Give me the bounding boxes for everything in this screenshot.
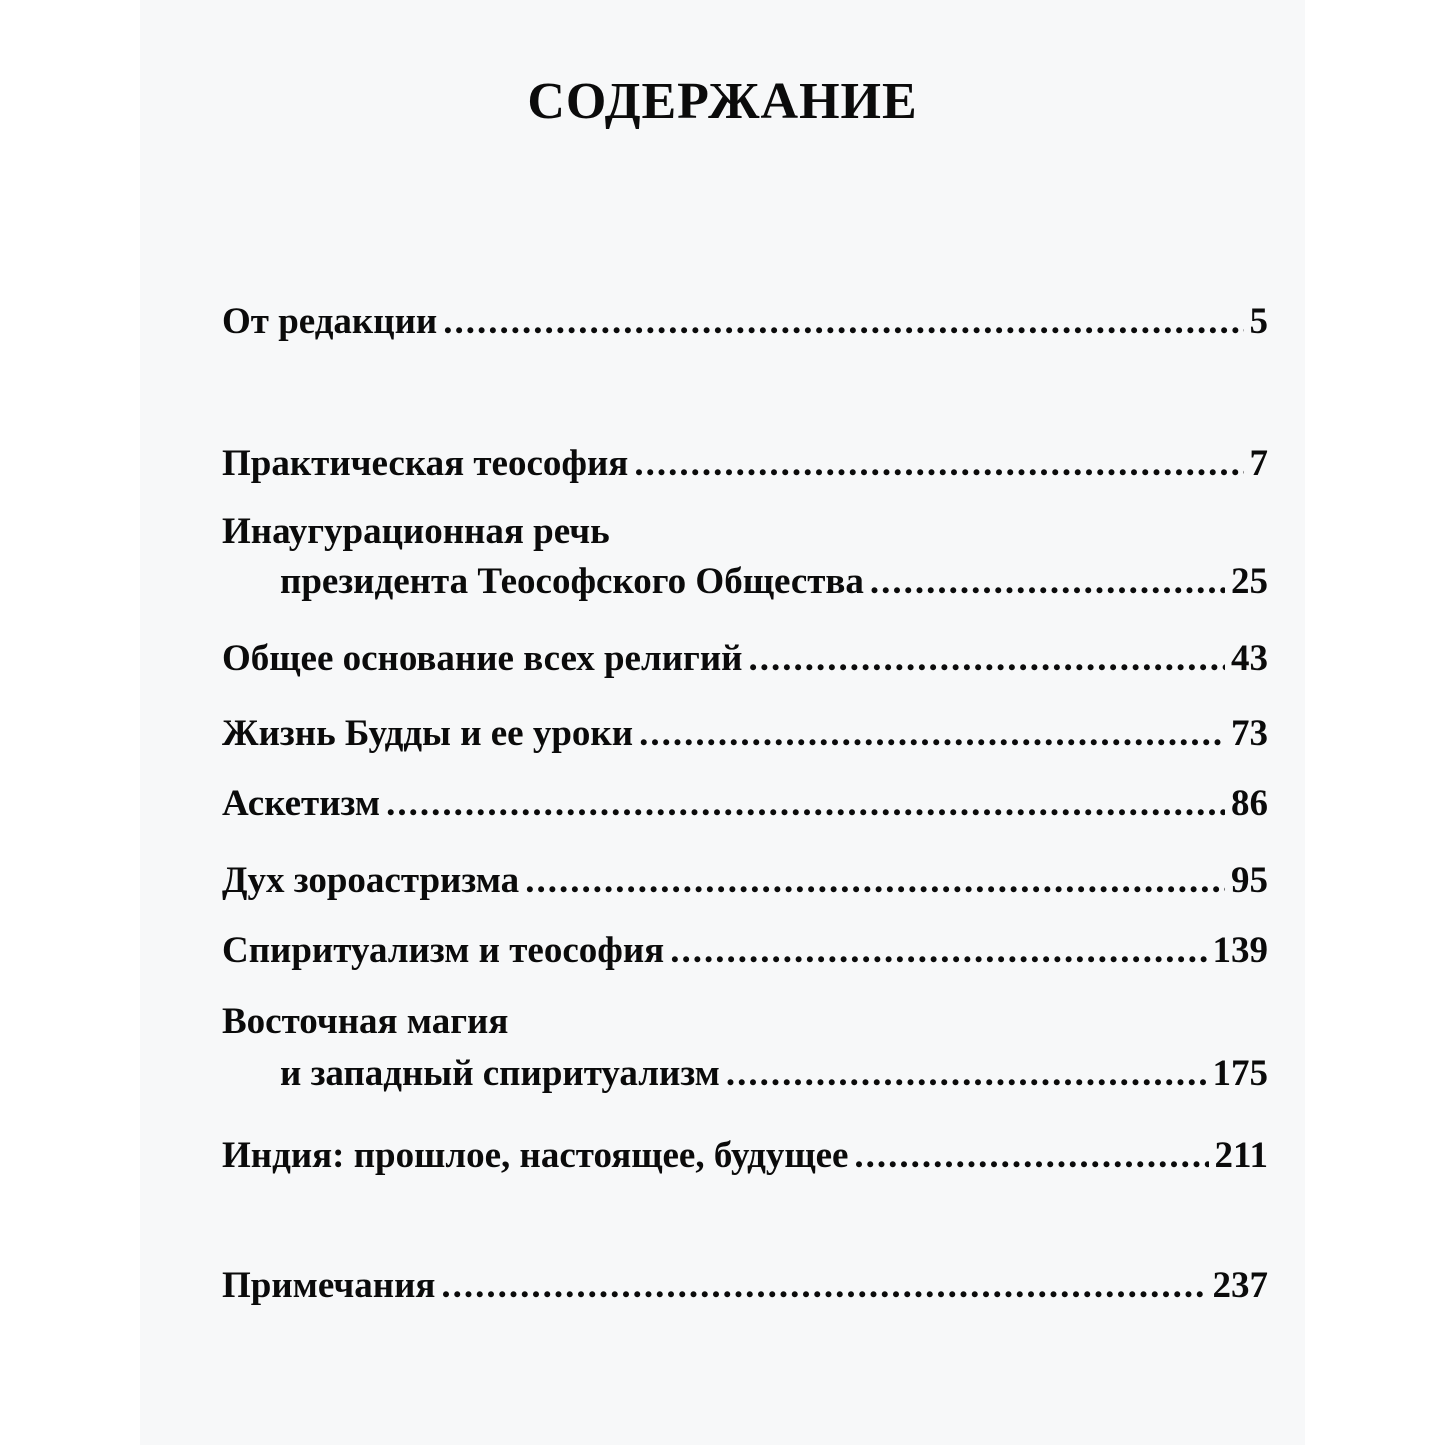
toc-entry-label-line1: Восточная магия <box>222 1001 509 1042</box>
toc-entry <box>222 442 1268 485</box>
dot-leader <box>634 442 1243 485</box>
toc-entry-page: 95 <box>1231 860 1268 901</box>
toc-entry-label: Примечания <box>222 1265 436 1306</box>
toc-entry <box>222 1134 1268 1177</box>
toc-entry-label: От редакции <box>222 301 438 342</box>
toc-entry-page: 237 <box>1212 1265 1268 1306</box>
toc-entry-label: Общее основание всех религий <box>222 638 743 679</box>
toc-entry-label: Аскетизм <box>222 783 381 824</box>
toc-entry-label: Спиритуализм и теософия <box>222 930 665 971</box>
toc-entry <box>222 859 1268 902</box>
dot-leader <box>854 1134 1208 1177</box>
dot-leader <box>639 712 1225 755</box>
dot-leader <box>525 859 1225 902</box>
dot-leader <box>670 929 1206 972</box>
toc-entry-page: 86 <box>1231 783 1268 824</box>
toc-entry-page: 25 <box>1231 561 1268 602</box>
toc-entry-page: 175 <box>1212 1053 1268 1094</box>
dot-leader <box>441 1264 1206 1307</box>
toc-entry <box>222 637 1268 680</box>
toc-entry-page: 43 <box>1231 638 1268 679</box>
toc-entry <box>222 1264 1268 1307</box>
toc-entry-page: 139 <box>1212 930 1268 971</box>
toc-entry-page: 211 <box>1214 1135 1268 1176</box>
toc-entry-label: Индия: прошлое, настоящее, будущее <box>222 1135 849 1176</box>
toc-entry <box>222 300 1268 343</box>
toc-entry-label-line1: Инаугурационная речь <box>222 511 610 552</box>
toc-entry-label: президента Теософского Общества <box>280 561 864 602</box>
toc-entry <box>222 712 1268 755</box>
dot-leader <box>748 637 1225 680</box>
toc-entry-page: 7 <box>1249 443 1268 484</box>
toc-entry <box>222 782 1268 825</box>
dot-leader <box>870 560 1225 603</box>
dot-leader <box>443 300 1243 343</box>
toc-entry-label: Жизнь Будды и ее уроки <box>222 713 634 754</box>
toc-entry-page: 73 <box>1231 713 1268 754</box>
toc-entry-label: и западный спиритуализм <box>280 1053 720 1094</box>
toc-entry-label: Дух зороастризма <box>222 860 520 901</box>
dot-leader <box>386 782 1225 825</box>
toc-entry <box>280 1052 1268 1095</box>
dot-leader <box>726 1052 1207 1095</box>
toc-entry-page: 5 <box>1249 301 1268 342</box>
toc-entry <box>280 560 1268 603</box>
toc-entry-label: Практическая теософия <box>222 443 629 484</box>
page-title: СОДЕРЖАНИЕ <box>527 73 918 130</box>
toc-entry <box>222 929 1268 972</box>
